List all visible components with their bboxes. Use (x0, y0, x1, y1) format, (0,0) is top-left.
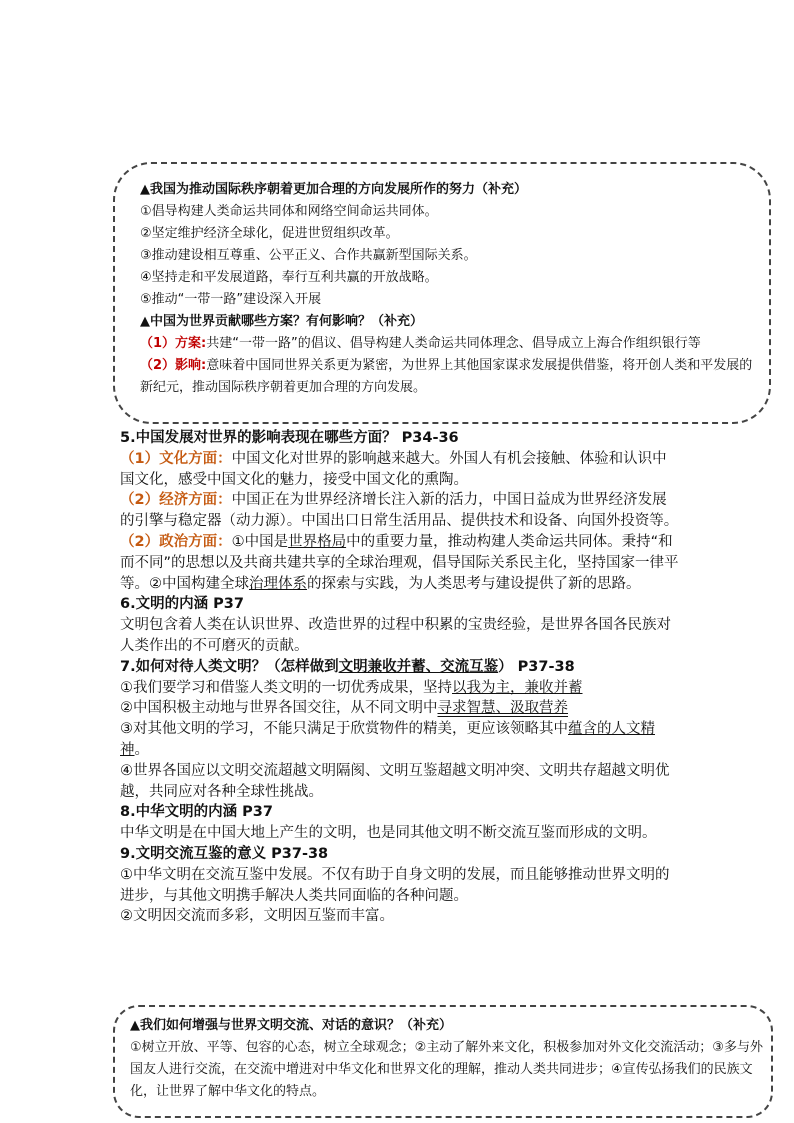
box1-item-5: ⑤推动“一带一路”建设深入开展 (140, 292, 322, 307)
section-7-item-2-text: ②中国积极主动地与世界各国交往，从不同文明中 (120, 700, 438, 717)
box2-title: ▲我们如何增强与世界文明交流、对话的意识？（补充） (130, 1018, 452, 1033)
section-5-economy (120, 490, 680, 532)
box1-item-3: ③推动建设相互尊重、公平正义、合作共赢新型国际关系。 (140, 248, 477, 263)
section-7-heading (120, 657, 680, 678)
culture-label: （1）文化方面： (120, 450, 232, 467)
politics-text-2: 中的重要力量，推动构建人类命运共同体。秉持“和而不同”的思想以及共商共建共享的全球治理观，倡导国际关系民主化，坚持国家一律平等。②中国构建全球 (120, 533, 679, 592)
box1-item-4: ④坚持走和平发展道路，奉行互利共赢的开放战略。 (140, 270, 438, 285)
politics-label: （2）政治方面： (120, 533, 232, 550)
section-8-text: 中华文明是在中国大地上产生的文明，也是同其他文明不断交流互鉴而形成的文明。 (120, 825, 657, 842)
section-7-heading-b: ） P37-38 (498, 658, 575, 675)
politics-underline-1: 世界格局 (288, 533, 347, 550)
box1-question-2: ▲中国为世界贡献哪些方案？有何影响？（补充） (140, 314, 423, 329)
politics-underline-2: 治理体系 (249, 575, 307, 592)
section-9-item-1: ①中华文明在交流互鉴中发展。不仅有助于自身文明的发展，而且能够推动世界文明的进步，与其他文明携手解决人类共同面临的各种问题。 (120, 866, 670, 904)
section-5-politics (120, 532, 680, 594)
impact-text: 意味着中国同世界关系更为紧密，为世界上其他国家谋求发展提供借鉴，将开创人类和平发展的新纪元，推动国际秩序朝着更加合理的方向发展。 (140, 358, 753, 395)
box1-title: ▲我国为推动国际秩序朝着更加合理的方向发展所作的努力（补充） (140, 182, 527, 197)
box1-item-2: ②坚定维护经济全球化，促进世贸组织改革。 (140, 226, 399, 241)
section-7-heading-a: 7.如何对待人类文明？（怎样做到 (120, 658, 339, 675)
plan-text: 共建“一带一路”的倡议、倡导构建人类命运共同体理念、倡导成立上海合作组织银行等 (206, 336, 701, 351)
supplement-content-top (140, 179, 760, 399)
main-content (120, 428, 680, 927)
section-8-heading: 8.中华文明的内涵 P37 (120, 804, 273, 821)
section-9-item-2: ②文明因交流而多彩，文明因互鉴而丰富。 (120, 908, 394, 925)
section-7-item-4: ④世界各国应以文明交流超越文明隔阂、文明互鉴超越文明冲突、文明共存超越文明优越，共同应对各种全球性挑战。 (120, 762, 670, 800)
section-7-item-3-end: 。 (134, 741, 149, 758)
culture-text: 中国文化对世界的影响越来越大。外国人有机会接触、体验和认识中国文化，感受中国文化的魅力，接受中国文化的熏陶。 (120, 450, 667, 488)
box1-impact (140, 355, 760, 399)
section-7-item-1 (120, 678, 680, 699)
section-7-item-2-underline: 寻求智慧、汲取营养 (437, 700, 568, 717)
section-7-item-1-text: ①我们要学习和借鉴人类文明的一切优秀成果，坚持 (120, 679, 452, 696)
section-5-heading: 5.中国发展对世界的影响表现在哪些方面？ P34-36 (120, 430, 459, 446)
section-5-culture (120, 449, 680, 491)
box2-text: ①树立开放、平等、包容的心态，树立全球观念；②主动了解外来文化，积极参加对外文化交流活动；③多与外国友人进行交流，在交流中增进对中华文化和世界文化的理解，推动人类共同进步；④宣传弘扬我们的民族文化，让世界了解中华文化的特点。 (130, 1040, 763, 1099)
politics-text-1: ①中国是 (231, 533, 289, 550)
section-7-item-1-underline: 以我为主，兼收并蓄 (452, 679, 583, 696)
section-7-item-2 (120, 698, 680, 719)
section-6-text: 文明包含着人类在认识世界、改造世界的过程中积累的宝贵经验，是世界各国各民族对人类作出的不可磨灭的贡献。 (120, 617, 671, 654)
impact-label: （2）影响: (140, 358, 207, 373)
section-7-item-3 (120, 719, 680, 761)
section-6-heading: 6.文明的内涵 P37 (120, 596, 244, 613)
plan-label: （1）方案: (140, 336, 207, 351)
box1-item-1: ①倡导构建人类命运共同体和网络空间命运共同体。 (140, 204, 438, 219)
supplement-content-bottom (130, 1015, 764, 1103)
politics-text-3: 的探索与实践，为人类思考与建设提供了新的思路。 (307, 575, 641, 592)
economy-text: 中国正在为世界经济增长注入新的活力，中国日益成为世界经济发展的引擎与稳定器（动力源）。中国出口日常生活用品、提供技术和设备、向国外投资等。 (120, 492, 679, 530)
section-7-heading-underline: 文明兼收并蓄、交流互鉴 (338, 658, 499, 675)
economy-label: （2）经济方面： (120, 492, 232, 509)
section-9-heading: 9.文明交流互鉴的意义 P37-38 (120, 845, 329, 862)
section-7-item-3-text: ③对其他文明的学习，不能只满足于欣赏物件的精美，更应该领略其中 (120, 721, 568, 738)
box1-plan (140, 333, 760, 355)
section-7-item-3-underline: 蕴含的人文精神 (120, 721, 655, 758)
